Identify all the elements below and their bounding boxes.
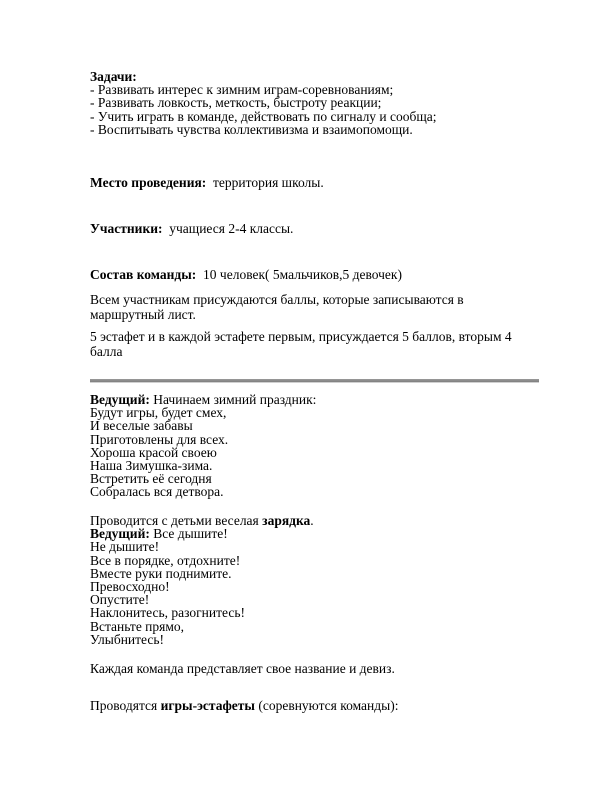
host-label: Ведущий:: [90, 392, 150, 407]
host-intro-first-line: Начинаем зимний праздник:: [153, 392, 317, 407]
horizontal-rule: [90, 379, 539, 383]
venue-value: территория школы.: [213, 175, 324, 190]
participants-value: учащиеся 2-4 классы.: [169, 221, 294, 236]
poem-line: Хороша красой своею: [90, 444, 217, 460]
relays-line: [90, 699, 398, 712]
exercise-line: Встаньте прямо,: [90, 618, 185, 634]
relay-paragraph: 5 эстафет и в каждой эстафете первым, присуждается 5 баллов, вторым 4 балла: [90, 329, 512, 359]
exercise-line: Вместе руки поднимите.: [90, 565, 232, 581]
tasks-section: [90, 70, 437, 136]
team-value: 10 человек( 5мальчиков,5 девочек): [203, 267, 402, 282]
relays-bold: игры-эстафеты: [160, 698, 255, 713]
exercise-line: Превосходно!: [90, 579, 170, 595]
participants-label: Участники:: [90, 221, 163, 236]
exercise-line: Опустите!: [90, 592, 150, 608]
exercise-intro-bold: зарядка: [262, 513, 311, 528]
task-item: - Учить играть в команде, действовать по сигналу и сообща;: [90, 108, 437, 124]
relays-text-before: Проводятся: [90, 698, 161, 713]
scoring-paragraph: Всем участникам присуждаются баллы, которые записываются в маршрутный лист.: [90, 292, 464, 322]
poem-line: Будут игры, будет смех,: [90, 405, 227, 421]
exercise-intro-end: .: [310, 513, 314, 528]
poem-line: Приготовлены для всех.: [90, 431, 229, 447]
poem-line: Наша Зимушка-зима.: [90, 458, 213, 474]
venue-row: [90, 176, 324, 189]
task-item: - Воспитывать чувства коллективизма и взаимопомощи.: [90, 121, 413, 137]
relays-text-after: (соревнуются команды):: [254, 698, 399, 713]
team-row: [90, 268, 402, 281]
poem-line: Встретить её сегодня: [90, 471, 212, 487]
exercise-line: Все в порядке, отдохните!: [90, 552, 241, 568]
poem-line: И веселые забавы: [90, 418, 193, 434]
tasks-heading: Задачи:: [90, 69, 137, 84]
poem-line: Собралась вся детвора.: [90, 484, 224, 500]
exercise-first-line: Все дышите!: [153, 526, 228, 542]
host-intro-section: [90, 393, 316, 499]
exercise-section: [90, 514, 314, 646]
team-label: Состав команды:: [90, 267, 197, 282]
participants-row: [90, 222, 293, 235]
exercise-line: Не дышите!: [90, 539, 160, 555]
host-label: Ведущий:: [90, 526, 150, 542]
task-item: - Развивать ловкость, меткость, быстроту реакции;: [90, 95, 382, 111]
exercise-line: Улыбнитесь!: [90, 631, 165, 647]
exercise-intro-text: Проводится с детьми веселая: [90, 513, 263, 528]
venue-label: Место проведения:: [90, 175, 207, 190]
team-intro-line: Каждая команда представляет свое название и девиз.: [90, 661, 395, 676]
task-item: - Развивать интерес к зимним играм-соревнованиям;: [90, 82, 394, 98]
exercise-line: Наклонитесь, разогнитесь!: [90, 605, 245, 621]
